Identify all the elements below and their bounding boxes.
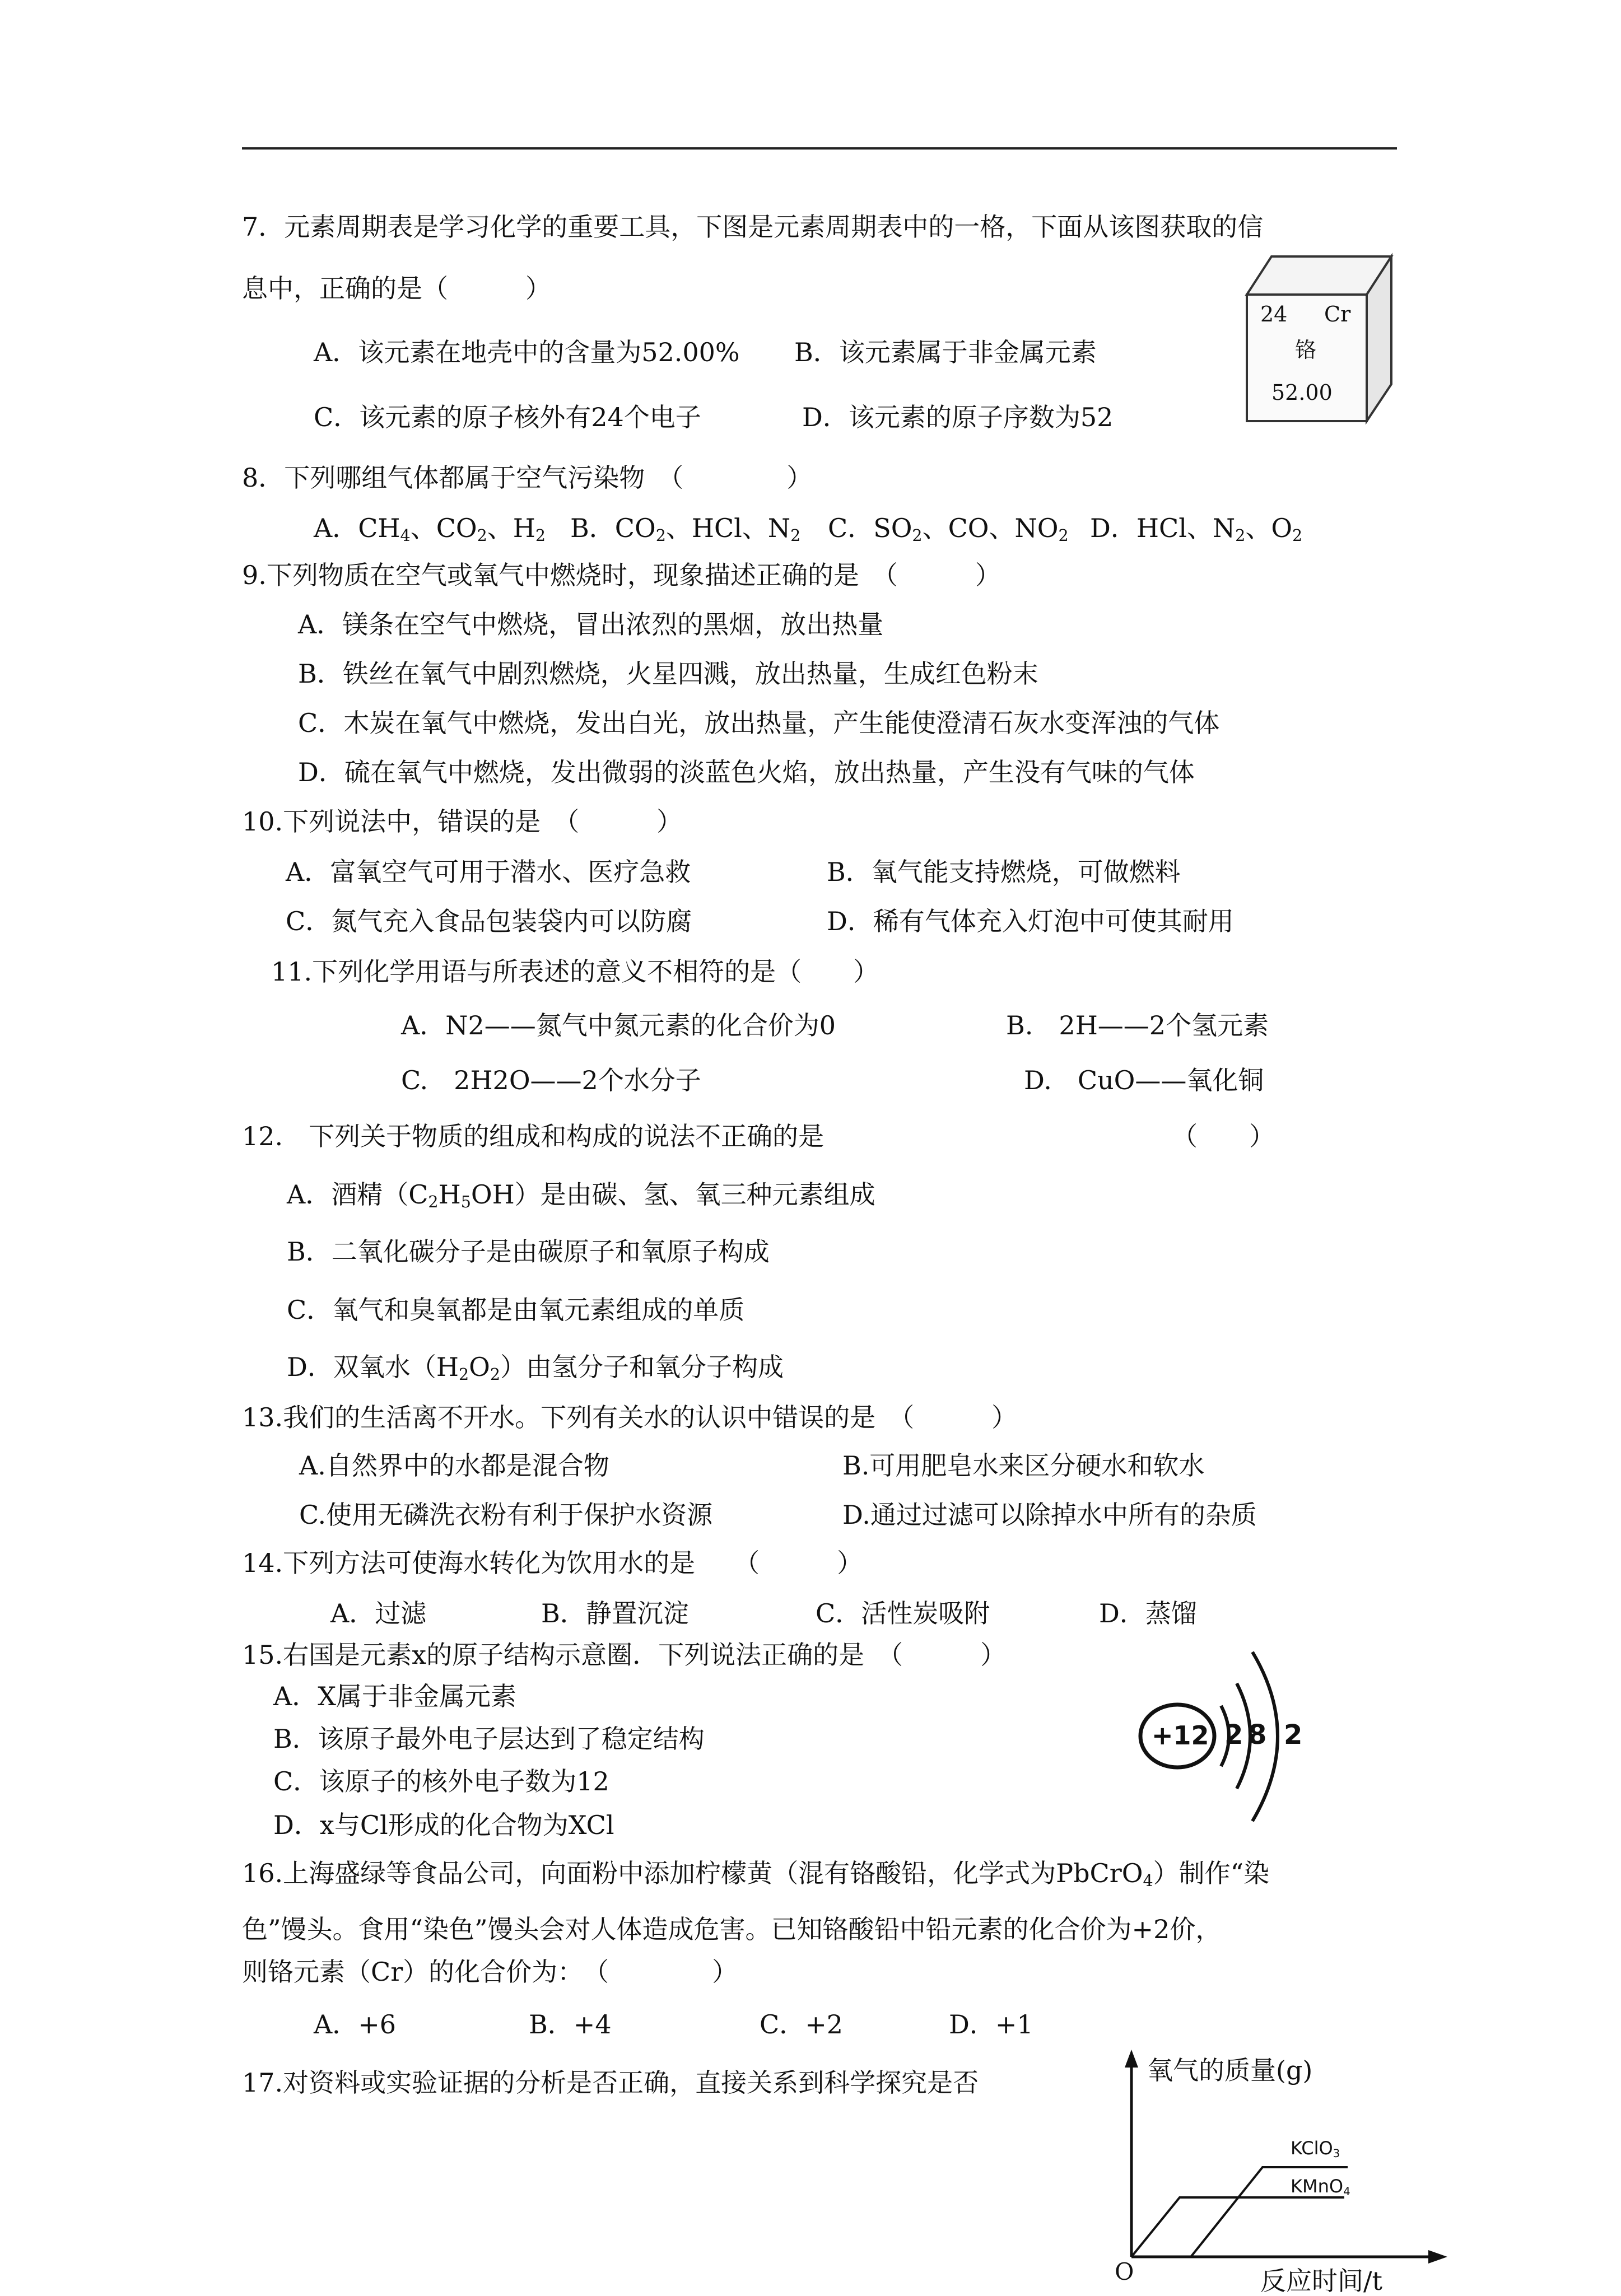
q11-option-b: B. 2H——2个氢元素 (1006, 1010, 1269, 1040)
q14-stem: 14.下列方法可使海水转化为饮用水的是 （ ） (242, 1548, 863, 1578)
header-rule (242, 147, 1397, 150)
q12-stem: 12. 下列关于物质的组成和构成的说法不正确的是 (242, 1121, 825, 1151)
q9-stem: 9.下列物质在空气或氧气中燃烧时，现象描述正确的是 （ ） (242, 560, 1001, 590)
graph-origin-label: O (1115, 2258, 1134, 2285)
periodic-table-cell (1241, 255, 1392, 423)
q9-option-a: A．镁条在空气中燃烧，冒出浓烈的黑烟，放出热量 (298, 609, 884, 640)
graph-legend-kclo3: KClO$_3$ (1291, 2138, 1340, 2160)
q8-stem: 8．下列哪组气体都属于空气污染物 （ ） (242, 463, 813, 493)
q13-option-a: A.自然界中的水都是混合物 (299, 1450, 609, 1481)
q8-option-d: D．HCl、$N_2$、$O_2$ (1090, 513, 1303, 545)
q16-option-a: A．+6 (314, 2009, 397, 2040)
q17-stem: 17.对资料或实验证据的分析是否正确，直接关系到科学探究是否 (242, 2068, 979, 2098)
atom-structure-diagram (1137, 1644, 1322, 1829)
q15-option-c: C．该原子的核外电子数为12 (273, 1766, 609, 1796)
q10-stem: 10.下列说法中，错误的是 （ ） (242, 806, 683, 837)
q12-option-b: B．二氧化碳分子是由碳原子和氧原子构成 (287, 1236, 770, 1267)
q8-option-a: A．$CH_4$、$CO_2$、$H_2$ (314, 513, 546, 545)
q15-option-d: D．x与Cl形成的化合物为XCl (273, 1810, 614, 1840)
q9-option-b: B．铁丝在氧气中剧烈燃烧，火星四溅，放出热量，生成红色粉末 (298, 659, 1038, 689)
q7-option-b: B．该元素属于非金属元素 (794, 337, 1097, 367)
q10-option-c: C．氮气充入食品包装袋内可以防腐 (286, 906, 692, 936)
q11-option-d: D. CuO——氧化铜 (1024, 1065, 1264, 1095)
q7-stem-line2: 息中，正确的是（ ） (242, 273, 551, 304)
q14-option-c: C．活性炭吸附 (816, 1598, 990, 1628)
q10-option-b: B．氧气能支持燃烧，可做燃料 (827, 857, 1181, 887)
q16-line1: 16.上海盛绿等食品公司，向面粉中添加柠檬黄（混有铬酸铅，化学式为PbCrO$_4$）制作“染 (242, 1858, 1270, 1891)
q7-option-a: A．该元素在地壳中的含量为52.00% (314, 337, 740, 367)
q10-option-d: D．稀有气体充入灯泡中可使其耐用 (827, 906, 1234, 936)
q13-option-b: B.可用肥皂水来区分硬水和软水 (842, 1450, 1205, 1481)
q15-stem: 15.右国是元素x的原子结构示意圈．下列说法正确的是 （ ） (242, 1640, 1007, 1670)
q16-option-c: C．+2 (760, 2009, 844, 2040)
q14-option-d: D．蒸馏 (1099, 1598, 1197, 1628)
q11-option-c: C. 2H2O——2个水分子 (401, 1065, 701, 1095)
q16-line2: 色”馒头。食用“染色”馒头会对人体造成危害。已知铬酸铅中铅元素的化合价为+2价， (242, 1914, 1222, 1944)
q12-paren: （ ） (1172, 1121, 1275, 1151)
q15-option-b: B．该原子最外电子层达到了稳定结构 (273, 1724, 705, 1754)
q14-option-b: B．静置沉淀 (541, 1598, 689, 1628)
atom-shell-2-electrons: 8 (1248, 1719, 1267, 1751)
q7-stem-line1: 7．元素周期表是学习化学的重要工具，下图是元素周期表中的一格，下面从该图获取的信 (242, 212, 1264, 242)
oxygen-mass-graph (1098, 2044, 1456, 2296)
graph-y-label: 氧气的质量(g) (1147, 2055, 1313, 2085)
q13-option-d: D.通过过滤可以除掉水中所有的杂质 (842, 1500, 1257, 1530)
q12-option-c: C．氧气和臭氧都是由氧元素组成的单质 (287, 1295, 745, 1325)
atom-shell-3-electrons: 2 (1284, 1719, 1303, 1751)
cell-atomic-mass: 52.00 (1271, 380, 1333, 405)
q9-option-d: D．硫在氧气中燃烧，发出微弱的淡蓝色火焰，放出热量，产生没有气味的气体 (298, 757, 1195, 787)
q8-option-b: B．$CO_2$、HCl、$N_2$ (570, 513, 801, 545)
atom-nucleus-charge: +12 (1152, 1720, 1209, 1751)
q12-option-d: D．双氧水$(H_2O_2)$由氢分子和氧分子构成 (287, 1352, 784, 1384)
graph-legend-kmno4: KMnO$_4$ (1291, 2176, 1350, 2198)
q11-stem: 11.下列化学用语与所表述的意义不相符的是（ ） (271, 956, 879, 987)
q7-option-c: C．该元素的原子核外有24个电子 (314, 402, 701, 432)
q16-option-d: D．+1 (949, 2009, 1033, 2040)
cell-symbol: Cr (1324, 302, 1351, 326)
cell-element-name: 铬 (1295, 338, 1317, 362)
q8-option-c: C．$SO_2$、CO、$NO_2$ (828, 513, 1069, 545)
q15-option-a: A．X属于非金属元素 (273, 1681, 516, 1711)
q12-option-a: A．酒精$(C_2H_5OH)$是由碳、氢、氧三种元素组成 (287, 1179, 875, 1212)
q16-line3: 则铬元素（Cr）的化合价为： （ ） (242, 1957, 738, 1987)
q13-stem: 13.我们的生活离不开水。下列有关水的认识中错误的是 （ ） (242, 1402, 1018, 1432)
q13-option-c: C.使用无磷洗衣粉有利于保护水资源 (299, 1500, 713, 1530)
q7-option-d: D．该元素的原子序数为52 (802, 402, 1114, 432)
q14-option-a: A．过滤 (330, 1598, 427, 1628)
cell-atomic-number: 24 (1260, 302, 1288, 326)
atom-shell-1-electrons: 2 (1224, 1719, 1243, 1751)
q16-option-b: B．+4 (529, 2009, 612, 2040)
q9-option-c: C．木炭在氧气中燃烧，发出白光，放出热量，产生能使澄清石灰水变浑浊的气体 (298, 708, 1220, 738)
q10-option-a: A．富氧空气可用于潜水、医疗急救 (286, 857, 691, 887)
q11-option-a: A．N2——氮气中氮元素的化合价为0 (401, 1010, 836, 1040)
graph-x-label: 反应时间/t (1260, 2266, 1382, 2296)
